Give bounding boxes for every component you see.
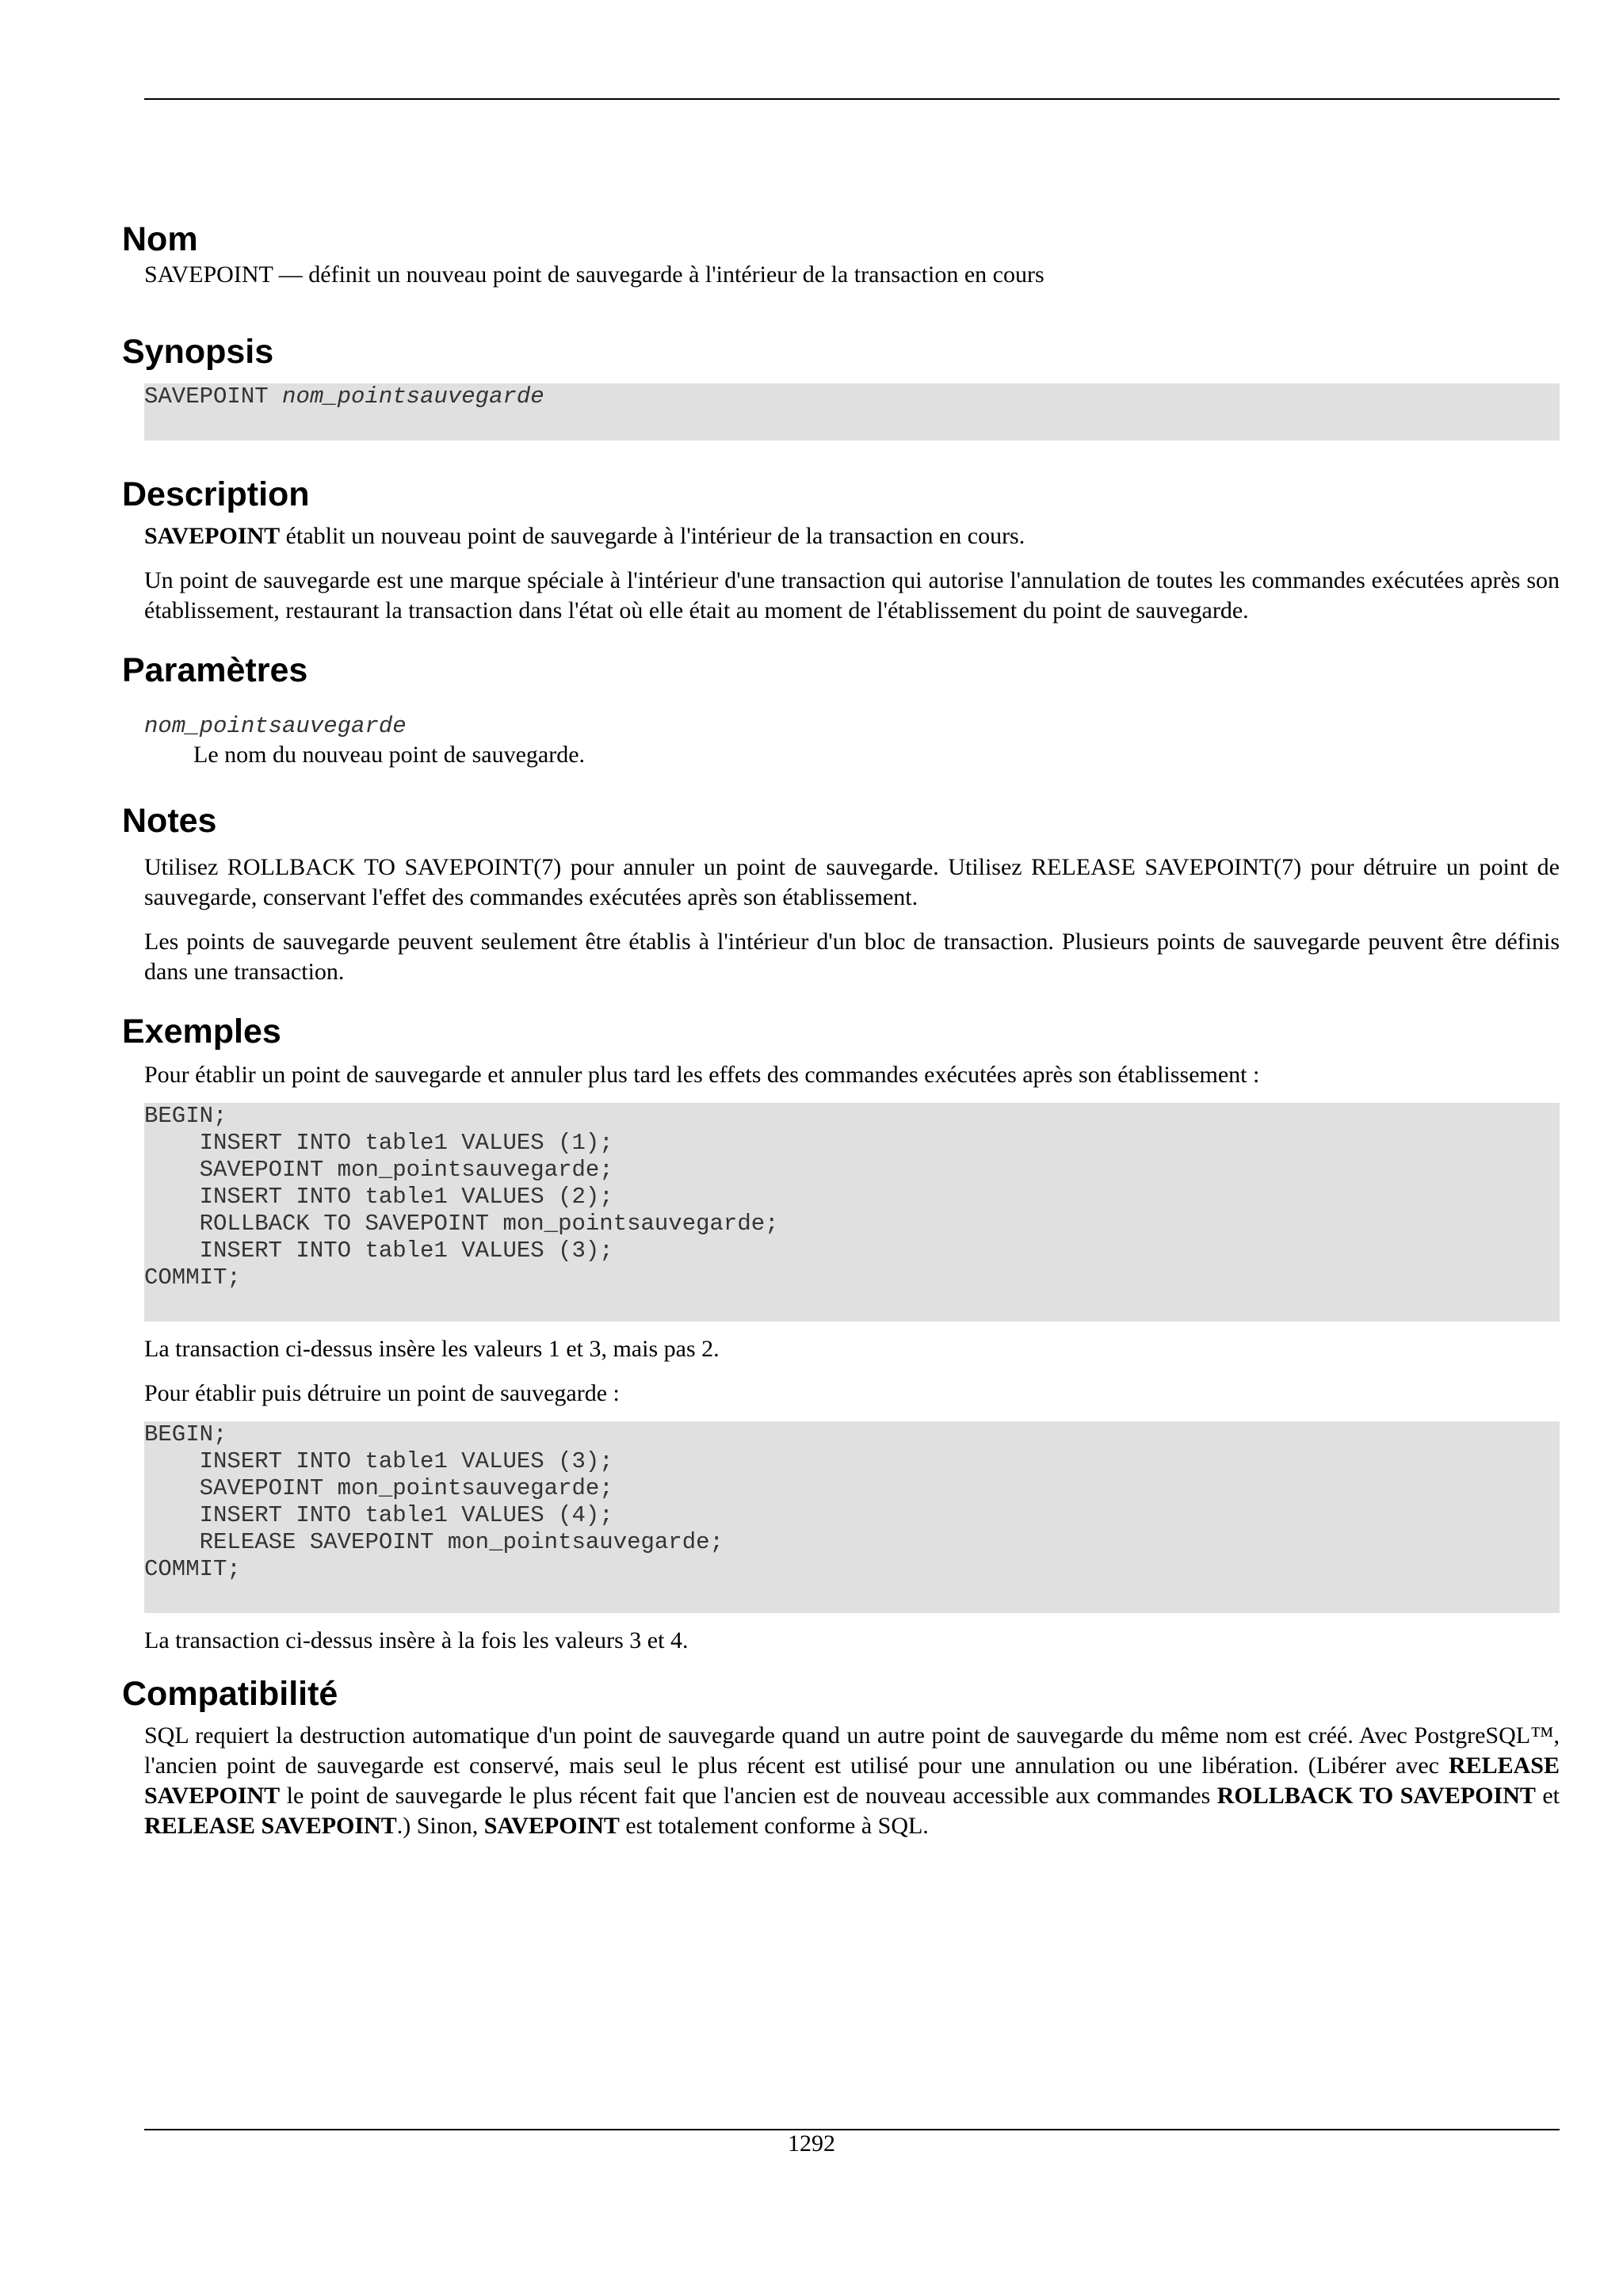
notes-p1: Utilisez ROLLBACK TO SAVEPOINT(7) pour annuler un point de sauvegarde. Utilisez RELEASE SAVEPOINT(7) pour détruire un point de sauvegarde, conservant l'effet des commandes exécutées après son établissement. xyxy=(144,854,1560,910)
compat-cmd-release-1: RELEASE SAVEPOINT xyxy=(144,1753,1560,1809)
description-p2: Un point de sauvegarde est une marque spéciale à l'intérieur d'une transaction qui autorise l'annulation de toutes les commandes exécutées après son établissement, restaurant la transaction dans l'état où elle était au moment de l'établissement du point de sauvegarde. xyxy=(144,567,1560,624)
heading-compatibilite: Compatibilité xyxy=(122,1675,338,1713)
parameter-definition: Le nom du nouveau point de sauvegarde. xyxy=(193,742,586,768)
nom-text: SAVEPOINT — définit un nouveau point de sauvegarde à l'intérieur de la transaction en cours xyxy=(144,261,1044,288)
section-synopsis xyxy=(122,331,1560,441)
exemples-code-1: BEGIN; INSERT INTO table1 VALUES (1); SAVEPOINT mon_pointsauvegarde; INSERT INTO table1 VALUES (2); ROLLBACK TO SAVEPOINT mon_pointsauvegarde; INSERT INTO table1 VALUES (3); COMMIT; xyxy=(144,1103,1560,1322)
exemples-after-1: La transaction ci-dessus insère les valeurs 1 et 3, mais pas 2. xyxy=(144,1336,720,1362)
header-rule xyxy=(144,98,1560,100)
exemples-intro-1: Pour établir un point de sauvegarde et annuler plus tard les effets des commandes exécutées après son établissement : xyxy=(144,1062,1260,1088)
heading-nom: Nom xyxy=(122,220,198,258)
description-p1 xyxy=(144,521,1560,551)
compatibilite-text xyxy=(144,1721,1560,1841)
compat-text-5: est totalement conforme à SQL. xyxy=(619,1813,929,1839)
page-content xyxy=(122,219,1560,1841)
synopsis-code xyxy=(144,383,1560,441)
synopsis-param: nom_pointsauvegarde xyxy=(282,383,544,410)
heading-synopsis: Synopsis xyxy=(122,333,274,371)
notes-p2: Les points de sauvegarde peuvent seulement être établis à l'intérieur d'un bloc de transaction. Plusieurs points de sauvegarde peuvent être définis dans une transaction. xyxy=(144,929,1560,985)
compat-text-4: .) Sinon, xyxy=(396,1813,484,1839)
parameter-term: nom_pointsauvegarde xyxy=(144,713,407,739)
compat-cmd-release-2: RELEASE SAVEPOINT xyxy=(144,1813,397,1839)
exemples-code-2: BEGIN; INSERT INTO table1 VALUES (3); SAVEPOINT mon_pointsauvegarde; INSERT INTO table1 VALUES (4); RELEASE SAVEPOINT mon_pointsauvegarde; COMMIT; xyxy=(144,1421,1560,1613)
section-compatibilite xyxy=(122,1673,1560,1841)
section-parametres xyxy=(122,650,1560,770)
heading-description: Description xyxy=(122,475,310,513)
description-p1-cmd: SAVEPOINT xyxy=(144,523,281,549)
heading-exemples: Exemples xyxy=(122,1013,281,1051)
section-notes xyxy=(122,800,1560,987)
compat-cmd-savepoint: SAVEPOINT xyxy=(483,1813,620,1839)
compat-text-1: SQL requiert la destruction automatique d'un point de sauvegarde quand un autre point de sauvegarde du même nom est créé. Avec PostgreSQL™, l'ancien point de sauvegarde est conservé, mais seul le plus récent est utilisé pour une annulation ou une libération. (Libérer avec xyxy=(144,1722,1560,1779)
exemples-intro-2: Pour établir puis détruire un point de sauvegarde : xyxy=(144,1380,620,1406)
compat-text-3: et xyxy=(1535,1783,1560,1809)
heading-parametres: Paramètres xyxy=(122,651,308,689)
compat-cmd-rollback: ROLLBACK TO SAVEPOINT xyxy=(1216,1783,1536,1809)
synopsis-command: SAVEPOINT xyxy=(144,383,269,410)
description-p1-rest: établit un nouveau point de sauvegarde à l'intérieur de la transaction en cours. xyxy=(280,523,1025,549)
section-description xyxy=(122,474,1560,626)
exemples-after-2: La transaction ci-dessus insère à la fois les valeurs 3 et 4. xyxy=(144,1627,689,1653)
compat-text-2: le point de sauvegarde le plus récent fait que l'ancien est de nouveau accessible aux commandes xyxy=(280,1783,1217,1809)
section-exemples xyxy=(122,1011,1560,1656)
heading-notes: Notes xyxy=(122,802,217,840)
section-nom xyxy=(122,219,1560,290)
page-number: 1292 xyxy=(788,2130,835,2157)
